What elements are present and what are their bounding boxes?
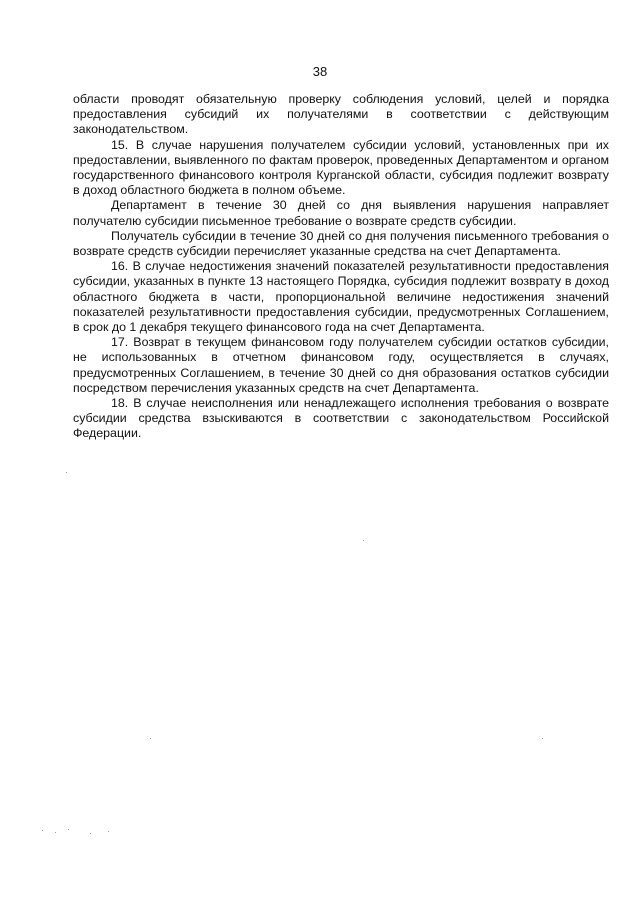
- paragraph-17: 17. Возврат в текущем финансовом году получателем субсидии остатков субсидии, не использованных в отчетном финансовом году, осуществляется в случаях, предусмотренных Соглашением, в течение 30 дней со дня образования остатков субсидии посредством перечисления указанных средств на счет Департамента.: [73, 335, 609, 395]
- scan-speck: [542, 738, 543, 739]
- scan-speck: [66, 472, 67, 473]
- scan-speck: [90, 833, 91, 834]
- paragraph-recipient-return: Получатель субсидии в течение 30 дней со дня получения письменного требования о возврате средств субсидии перечисляет указанные средства на счет Департамента.: [73, 228, 609, 259]
- paragraph-15: 15. В случае нарушения получателем субсидии условий, установленных при их предоставлении, выявленного по фактам проверок, проведенных Департаментом и органом государственного финансового контроля Курганской области, субсидия подлежит возврату в доход областного бюджета в полном объеме.: [73, 137, 609, 198]
- paragraph-continuation: области проводят обязательную проверку соблюдения условий, целей и порядка предоставления субсидий их получателями в соответствии с действующим законодательством.: [73, 92, 609, 137]
- paragraph-18: 18. В случае неисполнения или ненадлежащего исполнения требования о возврате субсидии средства взыскиваются в соответствии с законодательством Российской Федерации.: [73, 396, 609, 441]
- scan-speck: [150, 738, 151, 739]
- scan-speck: [108, 831, 109, 832]
- paragraph-department-notice: Департамент в течение 30 дней со дня выявления нарушения направляет получателю субсидии письменное требование о возврате средств субсидии.: [73, 198, 609, 228]
- scan-speck: [55, 832, 56, 833]
- scan-speck: [363, 540, 364, 541]
- scan-speck: [42, 830, 43, 831]
- page-number: 38: [312, 64, 328, 79]
- scan-speck: [68, 829, 69, 830]
- paragraph-16: 16. В случае недостижения значений показателей результативности предоставления субсидии, указанных в пункте 13 настоящего Порядка, субсидия подлежит возврату в доход областного бюджета в части, пропорциональной величине недостижения значений показателей результативности предоставления субсидии, предусмотренных Соглашением, в срок до 1 декабря текущего финансового года на счет Департамента.: [73, 259, 609, 335]
- document-body: [73, 92, 609, 442]
